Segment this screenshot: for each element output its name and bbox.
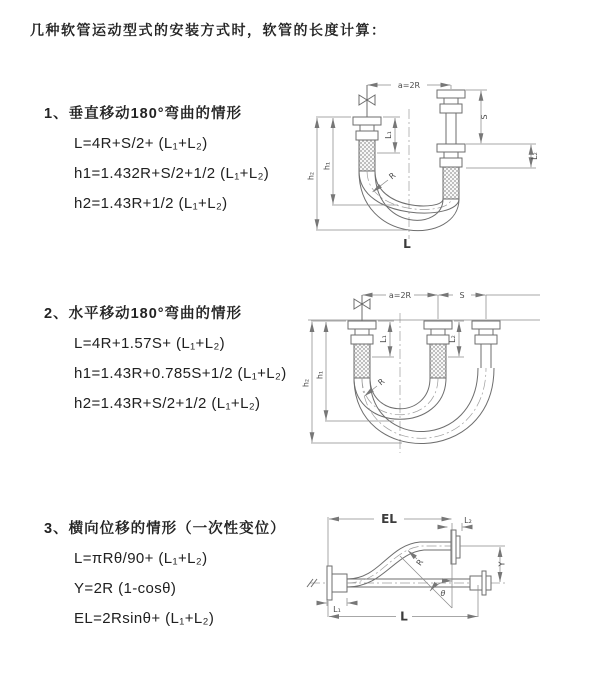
formula-line: h2=1.43R+1/2 (L₁+L₂)	[74, 195, 228, 212]
left-hose-leg	[353, 117, 381, 171]
formula-line: EL=2Rsinθ+ (L₁+L₂)	[74, 610, 215, 627]
u-bend-arcs	[354, 368, 494, 444]
right-hose-leg	[472, 321, 500, 368]
left-hose-leg	[348, 321, 376, 378]
page-title: 几种软管运动型式的安装方式时，软管的长度计算：	[30, 22, 387, 38]
dim-l2-label: L₂	[464, 516, 472, 525]
section-3-heading: 3、横向位移的情形（一次性变位）	[44, 521, 286, 537]
dimension-s	[438, 291, 540, 319]
valve-icon	[354, 295, 370, 321]
section-vertical-movement	[44, 102, 269, 219]
dim-l1-label: L₁	[379, 335, 388, 343]
dim-h1-label: h₁	[315, 370, 325, 380]
section-1-heading: 1、垂直移动180°弯曲的情形	[44, 106, 243, 122]
radius-label: R	[387, 170, 398, 182]
dimension-a2r	[363, 291, 438, 300]
diagram-vertical-180-bend	[303, 73, 590, 258]
formula-line: Y=2R (1-cosθ)	[74, 580, 177, 597]
left-flange	[327, 566, 347, 600]
dimension-el	[328, 512, 452, 566]
dim-s-label: S	[480, 114, 489, 120]
dim-l-label: L	[400, 609, 408, 624]
section-horizontal-movement	[44, 302, 287, 419]
formula-line: L=4R+1.57S+ (L₁+L₂)	[74, 335, 226, 352]
dim-s-label: S	[459, 290, 465, 300]
dim-l2-label: L₂	[530, 152, 539, 160]
dim-h2-label: h₂	[306, 171, 316, 181]
dim-l1-label: L₁	[333, 605, 341, 614]
angle-construction	[400, 523, 452, 608]
radius-callout	[408, 551, 425, 568]
formula-line: L=4R+S/2+ (L₁+L₂)	[74, 135, 208, 152]
formula-line: h1=1.43R+0.785S+1/2 (L₁+L₂)	[74, 365, 287, 382]
dim-l2-label: L₂	[448, 335, 457, 343]
dimension-l	[328, 585, 478, 624]
dim-y-label: Y	[497, 561, 507, 567]
length-label: L	[403, 237, 411, 251]
valve-icon	[359, 85, 375, 117]
dimension-s	[466, 90, 536, 168]
dim-h2-label: h₂	[301, 378, 311, 388]
formula-line: h2=1.43R+S/2+1/2 (L₁+L₂)	[74, 395, 261, 412]
dim-a2r-label: a=2R	[397, 80, 421, 90]
angle-theta-label: θ	[440, 589, 446, 598]
section-lateral-displacement	[44, 517, 286, 634]
dim-l1-label: L₁	[384, 131, 393, 139]
dimension-l1	[317, 598, 357, 614]
radius-label: R	[376, 376, 387, 388]
middle-hose-leg	[424, 321, 452, 378]
dim-el-label: EL	[381, 512, 397, 526]
dimension-a2r	[368, 81, 452, 90]
right-hose-leg	[437, 90, 465, 199]
right-flange-original	[470, 571, 491, 595]
section-2-heading: 2、水平移动180°弯曲的情形	[44, 306, 243, 322]
dimension-l2	[530, 145, 539, 168]
diagram-horizontal-180-bend	[298, 283, 590, 463]
formula-line: h1=1.432R+S/2+1/2 (L₁+L₂)	[74, 165, 270, 182]
s-curve-hose-displaced	[347, 542, 451, 587]
formula-line: L=πRθ/90+ (L₁+L₂)	[74, 550, 208, 567]
radius-callout	[365, 377, 387, 396]
radius-label: R	[414, 557, 426, 568]
dimension-l2	[438, 516, 472, 531]
diagram-lateral-displacement	[300, 503, 597, 648]
dim-h1-label: h₁	[322, 161, 332, 171]
dim-a2r-label: a=2R	[388, 290, 412, 300]
